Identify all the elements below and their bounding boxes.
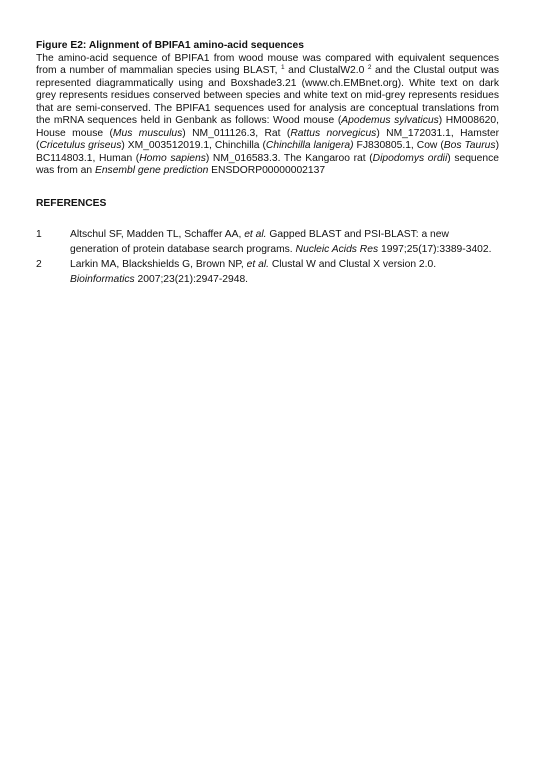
page-content [36, 40, 499, 287]
reference-etal: et al. [244, 229, 267, 241]
caption-text: ) XM_003512019.1, Chinchilla ( [121, 140, 266, 152]
reference-authors: Altschul SF, Madden TL, Schaffer AA, [70, 229, 245, 241]
ensembl-label: Ensembl gene prediction [94, 165, 209, 177]
reference-item [36, 257, 499, 287]
species-name: Mus musculus [112, 127, 183, 139]
caption-text: The amino-acid sequence of BPIFA1 from wood mouse was compared with equivalent sequences from a number of mammalian species using BLAST, [36, 52, 499, 77]
caption-text: ) BC114803.1, Human ( [36, 140, 499, 164]
species-name: Dipodomys ordii [372, 152, 448, 164]
reference-journal: Nucleic Acids Res [295, 244, 379, 256]
caption-text: and the Clustal output was represented diagrammatically using and Boxshade3.21 (www.ch.EMBnet.org). White text on dark grey represents residues conserved between species and white text on mid-grey represents residues that are semi-conserved. The BPIFA1 sequences used for analysis are conceptual translations from the mRNA sequences held in Genbank as follows: Wood mouse ( [36, 65, 499, 127]
references-heading: REFERENCES [36, 197, 107, 209]
reference-text [70, 227, 499, 257]
caption-text: FJ830805.1, Cow ( [353, 140, 444, 152]
figure-title: Figure E2: Alignment of BPIFA1 amino-acid sequences [36, 40, 304, 51]
caption-text: ) sequence was from an [36, 152, 499, 177]
caption-text: ) NM_016583.3. The Kangaroo rat ( [205, 152, 373, 164]
reference-item [36, 227, 499, 257]
caption-text: ) NM_172031.1, Hamster ( [36, 127, 500, 152]
caption-text: and ClustalW2.0 [284, 65, 368, 77]
reference-details: 2007;23(21):2947-2948. [134, 274, 249, 286]
species-name: Rattus norvegicus [290, 127, 377, 139]
species-name: Apodemus sylvaticus [341, 115, 439, 127]
caption-text: ) NM_011126.3, Rat ( [182, 127, 291, 139]
reference-authors: Larkin MA, Blackshields G, Brown NP, [70, 259, 247, 271]
species-name: Cricetulus griseus [39, 140, 122, 152]
reference-text [70, 257, 499, 287]
species-name: Bos Taurus [443, 140, 496, 152]
caption-text: ENSDORP00000002137 [208, 165, 326, 177]
citation-superscript: 1 [281, 64, 285, 72]
caption-text: ) HM008620, House mouse ( [36, 115, 499, 139]
reference-number: 1 [36, 229, 42, 241]
species-name: Homo sapiens [139, 152, 206, 164]
reference-title: Clustal W and Clustal X version 2.0. [268, 259, 437, 271]
figure-caption [36, 53, 499, 178]
reference-number: 2 [36, 259, 42, 271]
reference-title: Gapped BLAST and PSI-BLAST: a new generation of protein database search programs. [70, 229, 449, 256]
reference-journal: Bioinformatics [70, 274, 135, 286]
reference-etal: et al. [246, 259, 269, 271]
reference-details: 1997;25(17):3389-3402. [378, 244, 492, 256]
reference-list [36, 227, 499, 287]
citation-superscript: 2 [367, 64, 372, 72]
species-name: Chinchilla lanigera) [265, 140, 354, 152]
